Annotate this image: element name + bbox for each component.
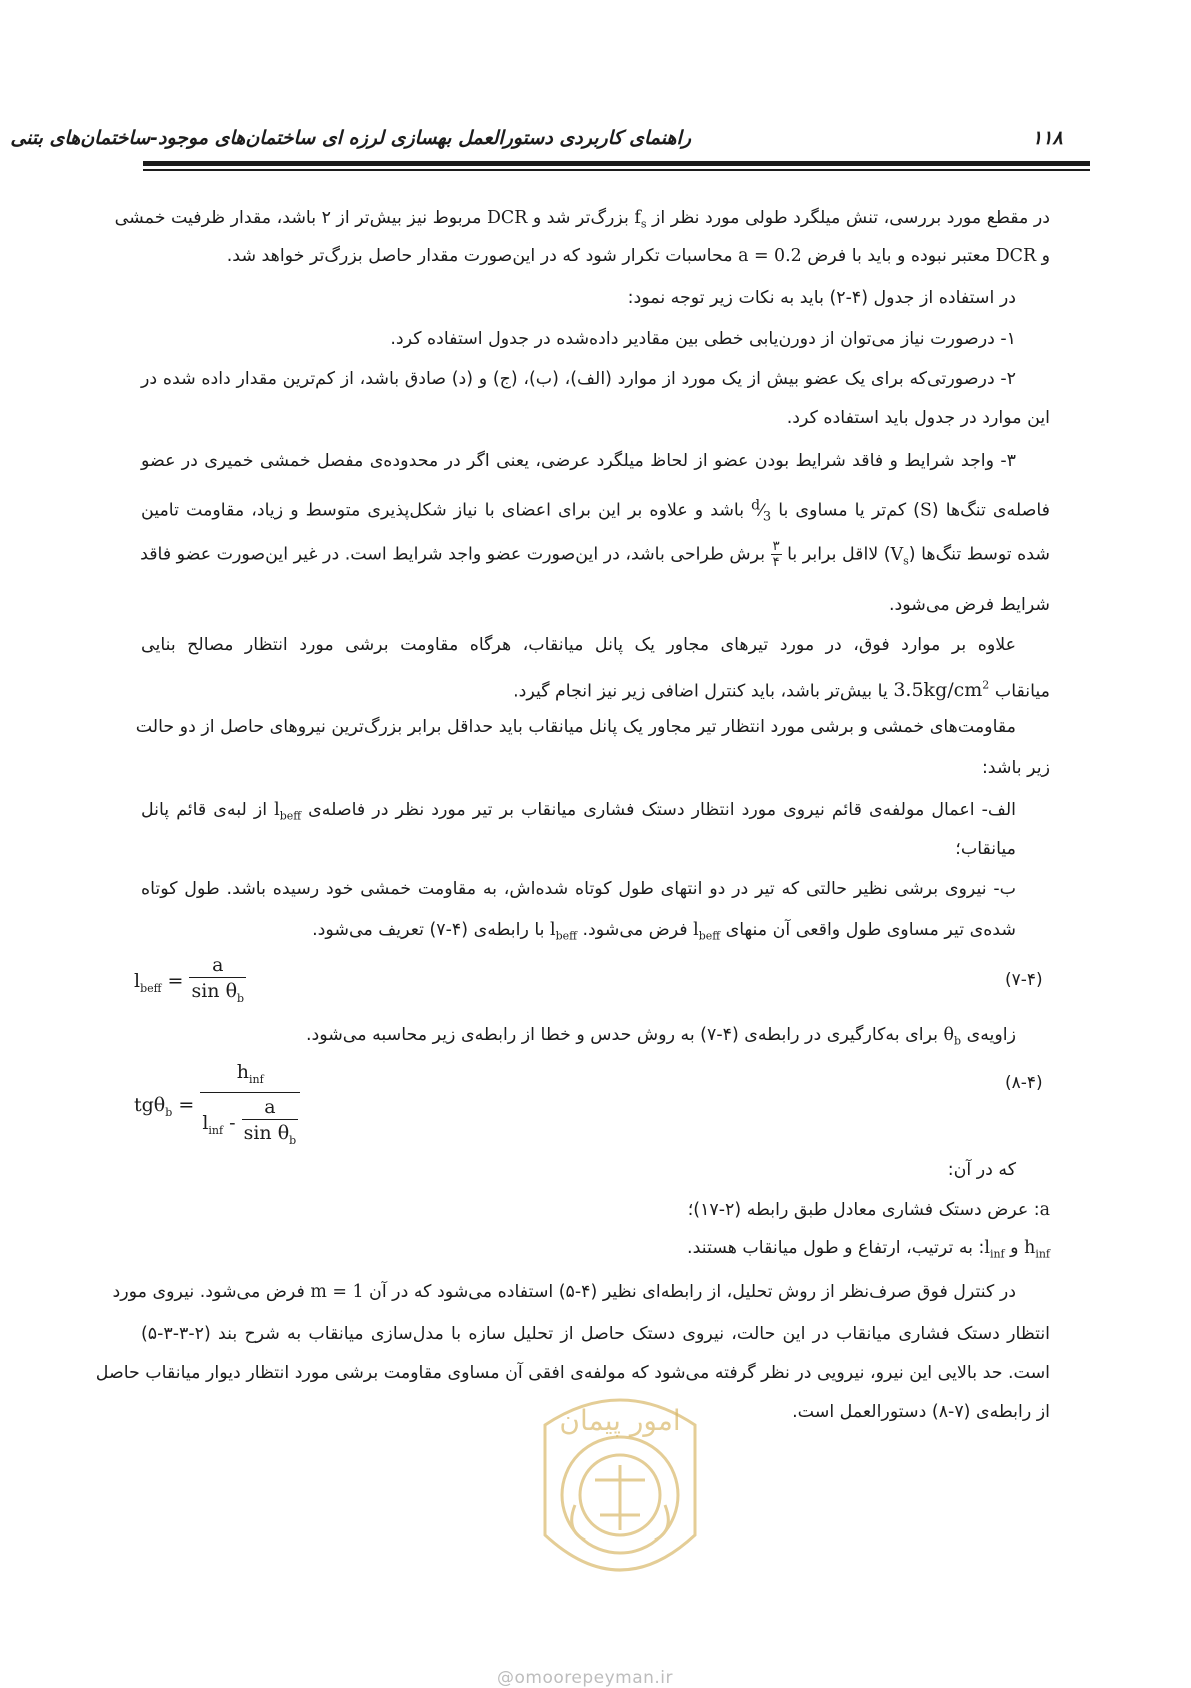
website-watermark: @omoorepeyman.ir — [497, 1668, 674, 1688]
list-item: الف- اعمال مولفه‌ی قائم نیروی مورد انتظار دستک فشاری میانقاب بر تیر مورد نظر در فاصله‌ی $l_{beff}$ از لبه‌ی قائم پانل — [141, 800, 1017, 823]
equation-number: (۷-۴) — [1005, 970, 1043, 990]
paragraph-line: است. حد بالایی این نیرو، نیرویی در نظر گرفته می‌شود که مولفه‌ی افقی آن مساوی مقاومت برشی مورد انتظار دیوار میانقاب حاصل — [95, 1363, 1050, 1383]
seal-watermark — [485, 1355, 755, 1625]
list-item-cont: فاصله‌ی تنگ‌ها (S) کم‌تر یا مساوی با $^d⁄_3$ باشد و علاوه بر این برای اعضای با نیاز شکل‌پذیری متوسط و زیاد، مقاومت تامین — [141, 497, 1050, 525]
list-item-cont: شرایط فرض می‌شود. — [889, 595, 1050, 615]
running-title: راهنمای کاربردی دستورالعمل بهسازی لرزه ای ساختمان‌های موجود-ساختمان‌های بتنی — [10, 127, 691, 149]
paragraph-line: علاوه بر موارد فوق، در مورد تیرهای مجاور یک پانل میانقاب، هرگاه مقاومت برشی مورد انتظار مصالح بنایی — [141, 635, 1016, 655]
equation-7-4: $l_{beff}$ = $\frac{a}{\sin \theta_b}$ — [134, 954, 245, 1005]
paragraph-line: در مقطع مورد بررسی، تنش میلگرد طولی مورد نظر از $f_s$ بزرگ‌تر شد و DCR مربوط نیز بیش‌تر از ۲ باشد، مقدار ظرفیت خمشی — [114, 208, 1050, 231]
svg-text:امور پیمان: امور پیمان — [559, 1404, 681, 1437]
paragraph-line: میانقاب $3.5kg/cm^2$ یا بیش‌تر باشد، باید کنترل اضافی زیر نیز انجام گیرد. — [513, 679, 1050, 702]
page-number: ۱۱۸ — [1032, 127, 1063, 149]
list-item: ۳- واجد شرایط و فاقد شرایط بودن عضو از لحاظ میلگرد عرضی، یعنی اگر در محدوده‌ی مفصل خمشی خمیری در عضو — [141, 451, 1016, 471]
list-item-cont: این موارد در جدول باید استفاده کرد. — [786, 408, 1050, 428]
paragraph-line: زاویه‌ی $\theta_b$ برای به‌کارگیری در رابطه‌ی (۴-۷) به روش حدس و خطا از رابطه‌ی زیر محاسبه می‌شود. — [305, 1025, 1016, 1048]
equation-number: (۸-۴) — [1005, 1073, 1043, 1093]
fraction-d-over-3: $^d⁄_3$ — [751, 497, 772, 525]
definition-a: a: عرض دستک فشاری معادل طبق رابطه (۲-۱۷)؛ — [687, 1200, 1050, 1220]
fraction-three-quarters: $\frac{۳}{۴}$ — [772, 539, 780, 570]
equation-8-4: tgθ$_b$ = $h_{inf}$ $l_{inf}$ - $\frac{a}{\sin \theta_b}$ — [134, 1060, 300, 1154]
paragraph-line: مقاومت‌های خمشی و برشی مورد انتظار تیر مجاور یک پانل میانقاب باید حداقل برابر بزرگ‌ترین نیروهای حاصل از دو حالت — [135, 717, 1016, 737]
list-item-cont: شده توسط تنگ‌ها $(V_s)$ لااقل برابر با $\frac{۳}{۴}$ برش طراحی باشد، در این‌صورت عضو واجد شرایط است. در غیر این‌صورت عضو فاقد — [140, 539, 1050, 570]
header-rule-thin — [143, 169, 1090, 171]
paragraph-line: زیر باشد: — [981, 758, 1050, 778]
paragraph-line: در استفاده از جدول (۴-۲) باید به نکات زیر توجه نمود: — [627, 288, 1016, 308]
header-rule-thick — [143, 161, 1090, 166]
definition-h-l: $h_{inf}$ و $l_{inf}$: به ترتیب، ارتفاع و طول میانقاب هستند. — [687, 1238, 1050, 1261]
paragraph-line: و DCR معتبر نبوده و باید با فرض a = 0.2 محاسبات تکرار شود که در این‌صورت مقدار حاصل بزرگ‌تر خواهد شد. — [226, 246, 1050, 266]
list-item: ۱- درصورت نیاز می‌توان از دورن‌یابی خطی بین مقادیر داده‌شده در جدول استفاده کرد. — [390, 329, 1016, 349]
math-fs: $f_s$ — [634, 208, 647, 231]
paragraph-line: از رابطه‌ی (۷-۸) دستورالعمل است. — [792, 1402, 1050, 1422]
list-item-cont: میانقاب؛ — [955, 839, 1016, 859]
list-item: ۲- درصورتی‌که برای یک عضو بیش از یک مورد از موارد (الف)، (ب)، (ج) و (د) صادق باشد، از کم‌ترین مقدار داده شده در — [141, 369, 1016, 389]
list-item: ب- نیروی برشی نظیر حالتی که تیر در دو انتهای طول کوتاه شده‌اش، به مقاومت خمشی خود رسیده باشد. طول کوتاه — [141, 879, 1016, 899]
paragraph-line: در کنترل فوق صرف‌نظر از روش تحلیل، از رابطه‌ای نظیر (۴-۵) استفاده می‌شود که در آن m = 1 فرض می‌شود. نیروی مورد — [112, 1282, 1016, 1302]
paragraph-line: که در آن: — [947, 1160, 1016, 1180]
paragraph-line: انتظار دستک فشاری میانقاب در این حالت، نیروی دستک حاصل از تحلیل سازه با مدل‌سازی میانقاب به شرح بند (۲-۳-۳-۵) — [141, 1324, 1050, 1344]
list-item-cont: شده‌ی تیر مساوی طول واقعی آن منهای $l_{beff}$ فرض می‌شود. $l_{beff}$ با رابطه‌ی (۴-۷) تعریف می‌شود. — [312, 920, 1016, 943]
